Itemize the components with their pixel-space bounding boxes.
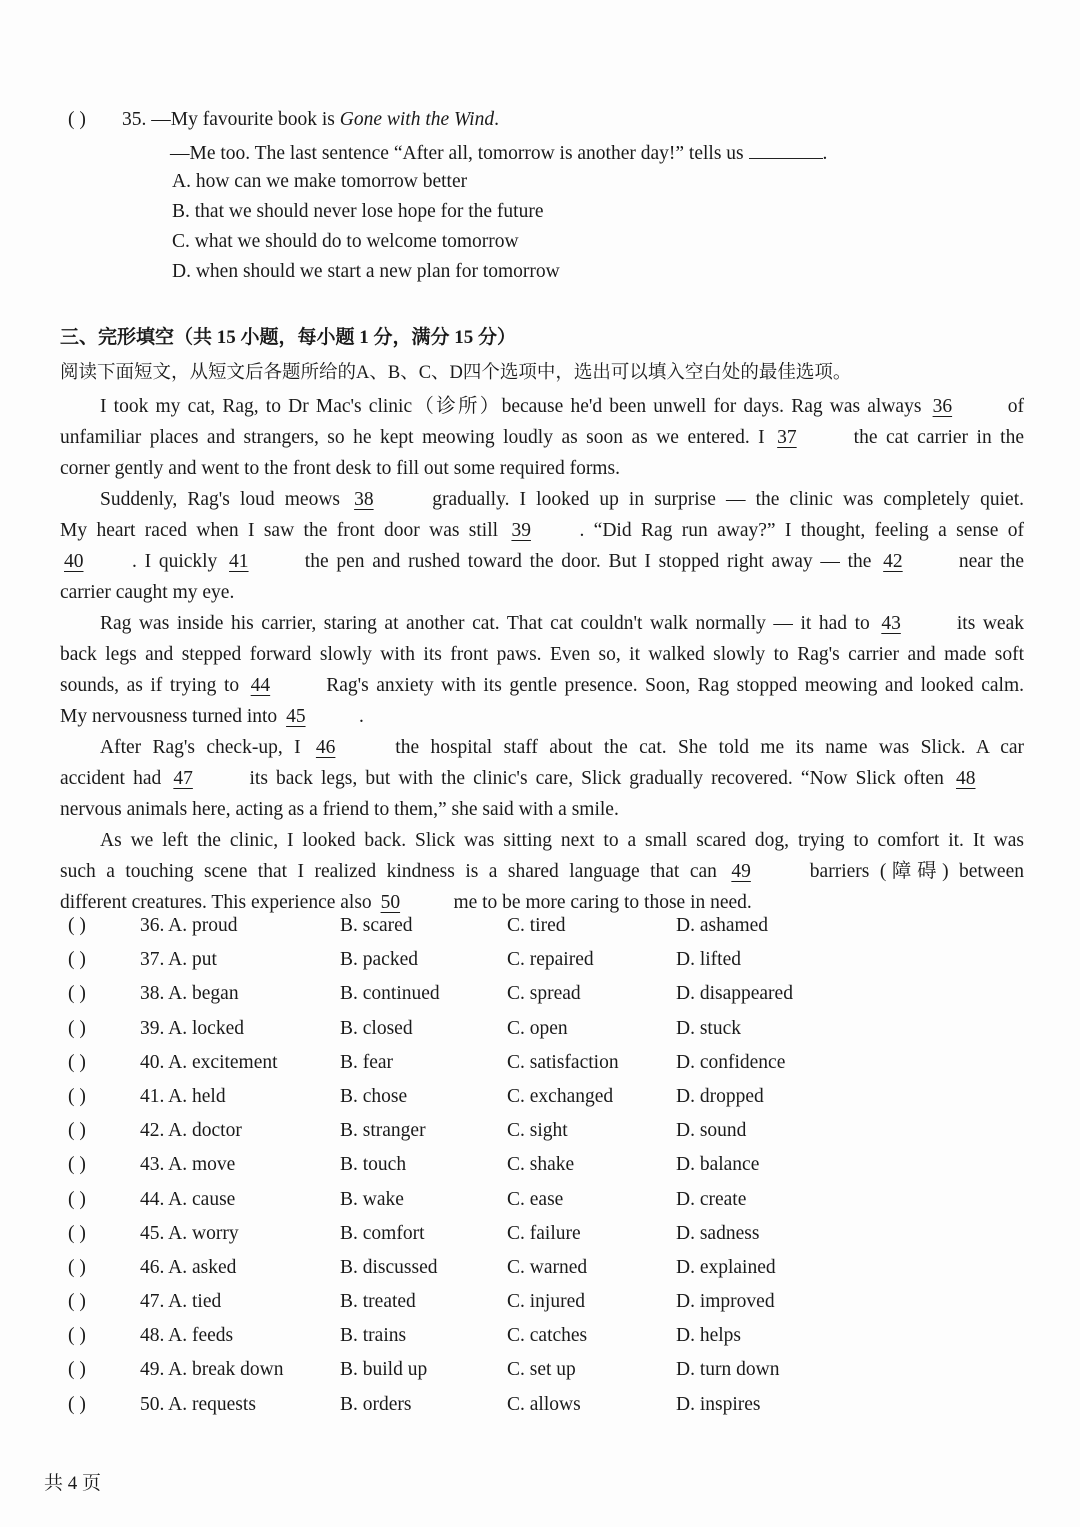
option-d: D. balance xyxy=(676,1154,760,1176)
option-a: A. how can we make tomorrow better xyxy=(172,171,468,192)
option-row xyxy=(0,945,1080,979)
section-heading: 三、完形填空（共 15 小题，每小题 1 分，满分 15 分） xyxy=(60,327,517,348)
passage-text: the hospital staff about the cat. She told me its name was Slick. A car xyxy=(383,737,1024,758)
option-c: C. spread xyxy=(507,983,581,1005)
option-row xyxy=(0,1321,1080,1355)
option-c: C. satisfaction xyxy=(507,1051,619,1073)
blank-36: 36 xyxy=(932,396,953,417)
option-b: B. orders xyxy=(340,1393,412,1415)
option-a: 44. A. cause xyxy=(140,1188,236,1210)
option-a: 36. A. proud xyxy=(140,915,238,936)
answer-paren: ( ) xyxy=(68,1188,86,1210)
passage-text: . xyxy=(354,706,364,727)
section-instruction: 阅读下面短文，从短文后各题所给的A、B、C、D四个选项中，选出可以填入空白处的最佳选项。 xyxy=(60,363,852,383)
option-b: B. build up xyxy=(340,1359,428,1381)
option-d: D. sound xyxy=(676,1120,747,1142)
passage-line xyxy=(60,453,1024,484)
option-d: D. when should we start a new plan for tomorrow xyxy=(172,261,560,282)
passage-text: its back legs, but with the clinic's care, Slick gradually recovered. “Now Slick often xyxy=(241,768,952,789)
option-row xyxy=(0,1287,1080,1321)
passage-line xyxy=(60,670,1024,701)
option-b: B. comfort xyxy=(340,1222,425,1244)
option-a: 38. A. began xyxy=(140,983,239,1005)
option-row xyxy=(0,1048,1080,1082)
passage-text: of xyxy=(1000,396,1025,417)
passage-text: As we left the clinic, I looked back. Slick was sitting next to a small scared dog, trying to comfort it. It was xyxy=(100,830,1024,851)
option-b: B. discussed xyxy=(340,1256,438,1278)
passage-text: unfamiliar places and strangers, so he kept meowing loudly as soon as we entered. I xyxy=(60,427,774,448)
option-b: B. continued xyxy=(340,983,440,1005)
stem-text: 35. —My favourite book is xyxy=(122,109,340,130)
option-row xyxy=(0,1082,1080,1116)
option-a: 37. A. put xyxy=(140,949,217,971)
stem-end: . xyxy=(494,109,499,130)
option-row xyxy=(0,1014,1080,1048)
option-a: 47. A. tied xyxy=(140,1291,222,1313)
option-c: C. open xyxy=(507,1017,568,1039)
answer-blank xyxy=(749,144,823,159)
passage-text: barriers (障碍) between xyxy=(799,861,1024,882)
blank-38: 38 xyxy=(354,489,374,510)
option-a: 48. A. feeds xyxy=(140,1325,234,1347)
option-b: B. chose xyxy=(340,1085,408,1107)
option-c: C. allows xyxy=(507,1393,581,1415)
question-line-2 xyxy=(170,143,827,165)
option-d: D. lifted xyxy=(676,949,741,971)
option-d: D. explained xyxy=(676,1256,776,1278)
option-d: D. dropped xyxy=(676,1085,764,1107)
passage-line xyxy=(60,577,1024,608)
passage-text: its weak xyxy=(949,613,1024,634)
option-row xyxy=(0,1219,1080,1253)
option-row xyxy=(0,1390,1080,1424)
answer-paren: ( ) xyxy=(68,983,86,1005)
passage-text: the cat carrier in the xyxy=(845,427,1024,448)
answer-paren: ( ) xyxy=(68,1393,86,1415)
option-b: B. stranger xyxy=(340,1120,426,1142)
option-d: D. sadness xyxy=(676,1222,760,1244)
passage-text: After Rag's check-up, I xyxy=(100,737,312,758)
option-row xyxy=(0,1253,1080,1287)
option-b: B. touch xyxy=(340,1154,407,1176)
option-b: B. packed xyxy=(340,949,418,971)
passage-line xyxy=(60,701,1024,732)
passage-line xyxy=(60,732,1024,763)
option-c: C. exchanged xyxy=(507,1085,614,1107)
passage-text: back legs and stepped forward slowly with its front paws. Even so, it walked slowly to Rag's carrier and made soft xyxy=(60,644,1024,665)
option-d: D. stuck xyxy=(676,1017,741,1039)
passage-text: Rag's anxiety with its gentle presence. Soon, Rag stopped meowing and looked calm. xyxy=(318,675,1024,696)
question-stem xyxy=(122,109,499,131)
passage-line xyxy=(60,639,1024,670)
blank-44: 44 xyxy=(250,675,271,696)
option-b: B. treated xyxy=(340,1291,416,1313)
answer-paren: ( ) xyxy=(68,1359,86,1381)
option-row xyxy=(0,979,1080,1013)
option-row xyxy=(0,1116,1080,1150)
passage-text: My nervousness turned into xyxy=(60,706,283,727)
option-row xyxy=(0,911,1080,945)
option-b: B. closed xyxy=(340,1017,413,1039)
option-c: C. what we should do to welcome tomorrow xyxy=(172,231,519,252)
passage-line xyxy=(60,422,1024,453)
line-end: . xyxy=(822,143,828,164)
answer-paren: ( ) xyxy=(68,949,86,971)
option-b: B. scared xyxy=(340,915,413,936)
passage-text: me to be more caring to those in need. xyxy=(448,892,752,913)
option-row xyxy=(0,1185,1080,1219)
passage-text: Rag was inside his carrier, staring at another cat. That cat couldn't walk normally — it had to xyxy=(100,613,878,634)
answer-paren: ( ) xyxy=(68,1291,86,1313)
blank-45: 45 xyxy=(286,706,306,727)
blank-49: 49 xyxy=(731,861,751,882)
option-a: 49. A. break down xyxy=(140,1359,284,1381)
passage-text: accident had xyxy=(60,768,170,789)
answer-paren: ( ) xyxy=(68,1256,86,1278)
passage-line xyxy=(60,856,1024,887)
passage-line xyxy=(60,515,1024,546)
passage-text: . “Did Rag run away?” I thought, feeling a sense of xyxy=(579,520,1024,541)
answer-paren: ( ) xyxy=(68,1051,86,1073)
option-d: D. improved xyxy=(676,1291,775,1313)
blank-41: 41 xyxy=(229,551,249,572)
line-text: —Me too. The last sentence “After all, tomorrow is another day!” tells us xyxy=(170,143,744,164)
options-list xyxy=(0,911,1080,1424)
option-a: 50. A. requests xyxy=(140,1393,256,1415)
option-c: C. failure xyxy=(507,1222,581,1244)
option-d: D. helps xyxy=(676,1325,741,1347)
option-c: C. repaired xyxy=(507,949,594,971)
blank-46: 46 xyxy=(315,737,336,758)
passage-text: such a touching scene that I realized kindness is a shared language that can xyxy=(60,861,728,882)
option-c: C. set up xyxy=(507,1359,576,1381)
option-b: B. that we should never lose hope for the future xyxy=(172,201,544,222)
answer-paren: ( ) xyxy=(68,915,86,936)
passage-line xyxy=(60,608,1024,639)
book-title: Gone with the Wind xyxy=(339,109,495,130)
passage-text: carrier caught my eye. xyxy=(60,582,235,603)
passage-text: the pen and rushed toward the door. But I stopped right away — the xyxy=(297,551,880,572)
option-d: D. turn down xyxy=(676,1359,780,1381)
answer-paren: ( ) xyxy=(68,1154,86,1176)
blank-40: 40 xyxy=(64,551,84,572)
passage-line xyxy=(60,484,1024,515)
blank-43: 43 xyxy=(881,613,901,634)
option-a: 45. A. worry xyxy=(140,1222,239,1244)
option-a: 46. A. asked xyxy=(140,1256,237,1278)
passage-line xyxy=(60,391,1024,422)
option-c: C. warned xyxy=(507,1256,588,1278)
option-a: 42. A. doctor xyxy=(140,1120,242,1142)
cloze-passage xyxy=(60,391,1024,918)
option-c: C. catches xyxy=(507,1325,588,1347)
page-count: 共 4 页 xyxy=(44,1473,102,1494)
option-a: 43. A. move xyxy=(140,1154,236,1176)
option-d: D. inspires xyxy=(676,1393,761,1415)
option-d: D. disappeared xyxy=(676,983,793,1005)
answer-paren: ( ) xyxy=(68,1017,86,1039)
blank-42: 42 xyxy=(883,551,903,572)
option-row xyxy=(0,1355,1080,1389)
answer-paren: ( ) xyxy=(68,1222,86,1244)
passage-line xyxy=(60,546,1024,577)
blank-50: 50 xyxy=(380,892,401,913)
option-b: B. wake xyxy=(340,1188,404,1210)
option-a: 41. A. held xyxy=(140,1085,226,1107)
option-c: C. ease xyxy=(507,1188,564,1210)
answer-paren: ( ) xyxy=(68,1325,86,1347)
option-a: 40. A. excitement xyxy=(140,1051,278,1073)
passage-text: My heart raced when I saw the front door was still xyxy=(60,520,508,541)
passage-text: corner gently and went to the front desk to fill out some required forms. xyxy=(60,458,620,479)
option-d: D. ashamed xyxy=(676,915,769,936)
answer-paren: ( ) xyxy=(68,1085,86,1107)
passage-line xyxy=(60,825,1024,856)
option-b: B. fear xyxy=(340,1051,394,1073)
passage-line xyxy=(60,763,1024,794)
passage-text: Suddenly, Rag's loud meows xyxy=(100,489,351,510)
option-d: D. create xyxy=(676,1188,747,1210)
option-row xyxy=(0,1150,1080,1184)
passage-text: different creatures. This experience also xyxy=(60,892,377,913)
option-a: 39. A. locked xyxy=(140,1017,244,1039)
option-d: D. confidence xyxy=(676,1051,786,1073)
answer-paren: ( ) xyxy=(68,1120,86,1142)
passage-line xyxy=(60,794,1024,825)
passage-text: near the xyxy=(951,551,1024,572)
blank-47: 47 xyxy=(173,768,193,789)
option-c: C. shake xyxy=(507,1154,575,1176)
blank-37: 37 xyxy=(777,427,797,448)
answer-paren: ( ) xyxy=(68,109,86,130)
option-c: C. tired xyxy=(507,915,566,936)
option-c: C. sight xyxy=(507,1120,568,1142)
passage-text: gradually. I looked up in surprise — the clinic was completely quiet. xyxy=(422,489,1024,510)
blank-48: 48 xyxy=(956,768,976,789)
option-c: C. injured xyxy=(507,1291,585,1313)
blank-39: 39 xyxy=(511,520,531,541)
option-b: B. trains xyxy=(340,1325,407,1347)
passage-text: nervous animals here, acting as a friend to them,” she said with a smile. xyxy=(60,799,619,820)
passage-text: . I quickly xyxy=(132,551,226,572)
passage-text: sounds, as if trying to xyxy=(60,675,247,696)
passage-text: I took my cat, Rag, to Dr Mac's clinic（诊所）because he'd been unwell for days. Rag was always xyxy=(100,396,929,417)
